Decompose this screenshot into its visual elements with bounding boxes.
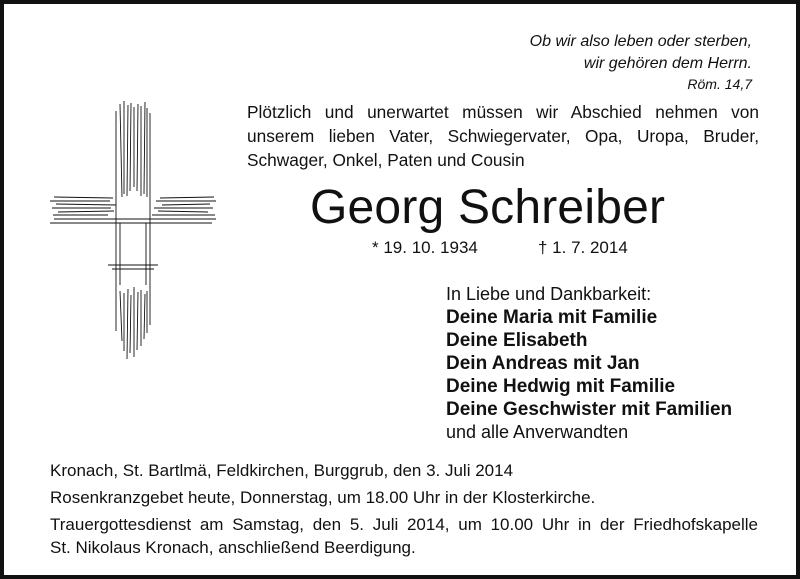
bible-quote	[530, 31, 752, 93]
intro-line-2: unserem lieben Vater, Schwiegervater, Opa, Uropa, Bruder,	[247, 126, 759, 146]
quote-line-1: Ob wir also leben oder sterben,	[529, 33, 752, 50]
intro-line-1: Plötzlich und unerwartet müssen wir Abschied nehmen von	[247, 102, 759, 122]
quote-reference: Röm. 14,7	[687, 76, 752, 92]
mourner-name: Deine Maria mit Familie	[446, 307, 658, 328]
death-date: † 1. 7. 2014	[538, 238, 628, 257]
service-notice-line-2: St. Nikolaus Kronach, anschließend Beerdigung.	[50, 538, 416, 557]
place-and-date: Kronach, St. Bartlmä, Feldkirchen, Burggrub, den 3. Juli 2014	[50, 461, 514, 480]
mourner-name: Deine Hedwig mit Familie	[446, 376, 676, 397]
service-notice-line-1: Trauergottesdienst am Samstag, den 5. Juli 2014, um 10.00 Uhr in der Friedhofskapelle	[50, 515, 758, 534]
cross-icon	[50, 101, 216, 361]
mourner-name: Dein Andreas mit Jan	[446, 353, 640, 374]
birth-date: * 19. 10. 1934	[372, 238, 478, 257]
mourners-closing: und alle Anverwandten	[446, 422, 629, 442]
mourners-heading: In Liebe und Dankbarkeit:	[446, 284, 652, 304]
deceased-name: Georg Schreiber	[310, 181, 666, 234]
mourner-name: Deine Geschwister mit Familien	[446, 399, 733, 420]
mourner-name: Deine Elisabeth	[446, 330, 588, 351]
footer-details	[50, 459, 758, 559]
intro-text	[247, 100, 759, 172]
quote-line-2: wir gehören dem Herrn.	[583, 55, 752, 72]
mourners-list	[446, 283, 732, 444]
intro-line-3: Schwager, Onkel, Paten und Cousin	[247, 150, 525, 170]
rosary-notice: Rosenkranzgebet heute, Donnerstag, um 18.00 Uhr in der Klosterkirche.	[50, 488, 596, 507]
